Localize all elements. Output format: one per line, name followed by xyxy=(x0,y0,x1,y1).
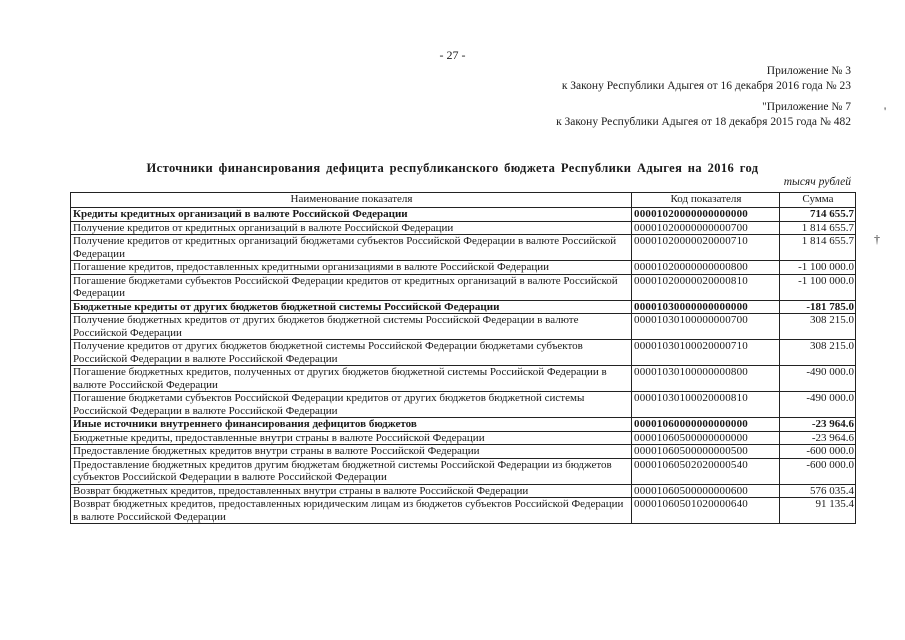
row-name: Бюджетные кредиты от других бюджетов бюджетной системы Российской Федерации xyxy=(71,300,632,314)
row-amount: 576 035.4 xyxy=(780,484,856,498)
appendix-number: Приложение № 3 xyxy=(766,65,851,77)
row-code: 00001020000020000810 xyxy=(632,274,780,300)
row-code: 00001020000000000800 xyxy=(632,261,780,275)
row-amount: -600 000.0 xyxy=(780,445,856,459)
row-amount: -1 100 000.0 xyxy=(780,261,856,275)
row-code: 00001030100000000800 xyxy=(632,366,780,392)
row-amount: -1 100 000.0 xyxy=(780,274,856,300)
row-code: 00001020000000000700 xyxy=(632,221,780,235)
table-row xyxy=(71,300,856,314)
appendix-header-current xyxy=(562,64,851,94)
row-code: 00001030100000000700 xyxy=(632,314,780,340)
row-amount: -23 964.6 xyxy=(780,431,856,445)
row-code: 00001060500000000500 xyxy=(632,445,780,459)
units-label: тысяч рублей xyxy=(783,176,851,188)
row-amount: -490 000.0 xyxy=(780,392,856,418)
row-code: 00001060500000000000 xyxy=(632,431,780,445)
column-header-name: Наименование показателя xyxy=(71,193,632,208)
row-name: Погашение кредитов, предоставленных кредитными организациями в валюте Российской Федерации xyxy=(71,261,632,275)
table-row xyxy=(71,445,856,459)
row-name: Получение кредитов от кредитных организаций в валюте Российской Федерации xyxy=(71,221,632,235)
row-name: Получение кредитов от кредитных организаций бюджетами субъектов Российской Федерации в валюте Российской Федерации xyxy=(71,235,632,261)
row-amount: -600 000.0 xyxy=(780,458,856,484)
row-name: Возврат бюджетных кредитов, предоставленных внутри страны в валюте Российской Федерации xyxy=(71,484,632,498)
row-amount: 1 814 655.7 xyxy=(780,235,856,261)
row-name: Предоставление бюджетных кредитов другим бюджетам бюджетной системы Российской Федерации из бюджетов субъектов Российской Федерации в валюте Российской Федерации xyxy=(71,458,632,484)
column-header-amount: Сумма xyxy=(780,193,856,208)
table-row xyxy=(71,418,856,432)
table-row xyxy=(71,498,856,524)
table-row xyxy=(71,340,856,366)
row-amount: 1 814 655.7 xyxy=(780,221,856,235)
table-row xyxy=(71,274,856,300)
table-row xyxy=(71,392,856,418)
row-name: Бюджетные кредиты, предоставленные внутри страны в валюте Российской Федерации xyxy=(71,431,632,445)
table-row xyxy=(71,221,856,235)
row-code: 00001020000020000710 xyxy=(632,235,780,261)
row-name: Возврат бюджетных кредитов, предоставленных юридическим лицам из бюджетов субъектов Российской Федерации в валюте Российской Федерации xyxy=(71,498,632,524)
row-name: Иные источники внутреннего финансирования дефицитов бюджетов xyxy=(71,418,632,432)
row-amount: 91 135.4 xyxy=(780,498,856,524)
row-name: Погашение бюджетами субъектов Российской Федерации кредитов от кредитных организаций в валюте Российской Федерации xyxy=(71,274,632,300)
margin-mark: † xyxy=(874,232,880,246)
row-amount: 308 215.0 xyxy=(780,314,856,340)
row-code: 00001060000000000000 xyxy=(632,418,780,432)
row-name: Получение бюджетных кредитов от других бюджетов бюджетной системы Российской Федерации в валюте Российской Федерации xyxy=(71,314,632,340)
row-code: 00001030000000000000 xyxy=(632,300,780,314)
table-row xyxy=(71,314,856,340)
row-name: Погашение бюджетных кредитов, полученных от других бюджетов бюджетной системы Российской Федерации в валюте Российской Федерации xyxy=(71,366,632,392)
row-code: 00001060501020000640 xyxy=(632,498,780,524)
table-row xyxy=(71,484,856,498)
row-code: 00001020000000000000 xyxy=(632,208,780,222)
row-amount: -181 785.0 xyxy=(780,300,856,314)
table-row xyxy=(71,458,856,484)
table-row xyxy=(71,431,856,445)
row-code: 00001060500000000600 xyxy=(632,484,780,498)
document-title: Источники финансирования дефицита республиканского бюджета Республики Адыгея на 2016 год xyxy=(146,161,759,175)
original-law-reference: к Закону Республики Адыгея от 18 декабря 2015 года № 482 xyxy=(556,116,851,128)
appendix-law-reference: к Закону Республики Адыгея от 16 декабря 2016 года № 23 xyxy=(561,80,851,92)
row-name: Погашение бюджетами субъектов Российской Федерации кредитов от других бюджетов бюджетной системы Российской Федерации в валюте Российской Федерации xyxy=(71,392,632,418)
row-code: 00001060502020000540 xyxy=(632,458,780,484)
column-header-code: Код показателя xyxy=(632,193,780,208)
table-header-row xyxy=(71,193,856,208)
row-amount: -23 964.6 xyxy=(780,418,856,432)
table-row xyxy=(71,366,856,392)
table-row xyxy=(71,261,856,275)
row-name: Кредиты кредитных организаций в валюте Российской Федерации xyxy=(71,208,632,222)
page-number: - 27 - xyxy=(439,48,466,62)
original-appendix-number: "Приложение № 7 xyxy=(762,101,851,113)
table-row xyxy=(71,208,856,222)
table-row xyxy=(71,235,856,261)
row-amount: 308 215.0 xyxy=(780,340,856,366)
appendix-header-original xyxy=(556,100,851,130)
row-amount: -490 000.0 xyxy=(780,366,856,392)
row-name: Предоставление бюджетных кредитов внутри страны в валюте Российской Федерации xyxy=(71,445,632,459)
row-amount: 714 655.7 xyxy=(780,208,856,222)
row-code: 00001030100020000810 xyxy=(632,392,780,418)
row-code: 00001030100020000710 xyxy=(632,340,780,366)
financing-sources-table xyxy=(70,192,856,524)
row-name: Получение кредитов от других бюджетов бюджетной системы Российской Федерации бюджетами субъектов Российской Федерации в валюте Российской Федерации xyxy=(71,340,632,366)
margin-mark: ' xyxy=(884,104,887,118)
